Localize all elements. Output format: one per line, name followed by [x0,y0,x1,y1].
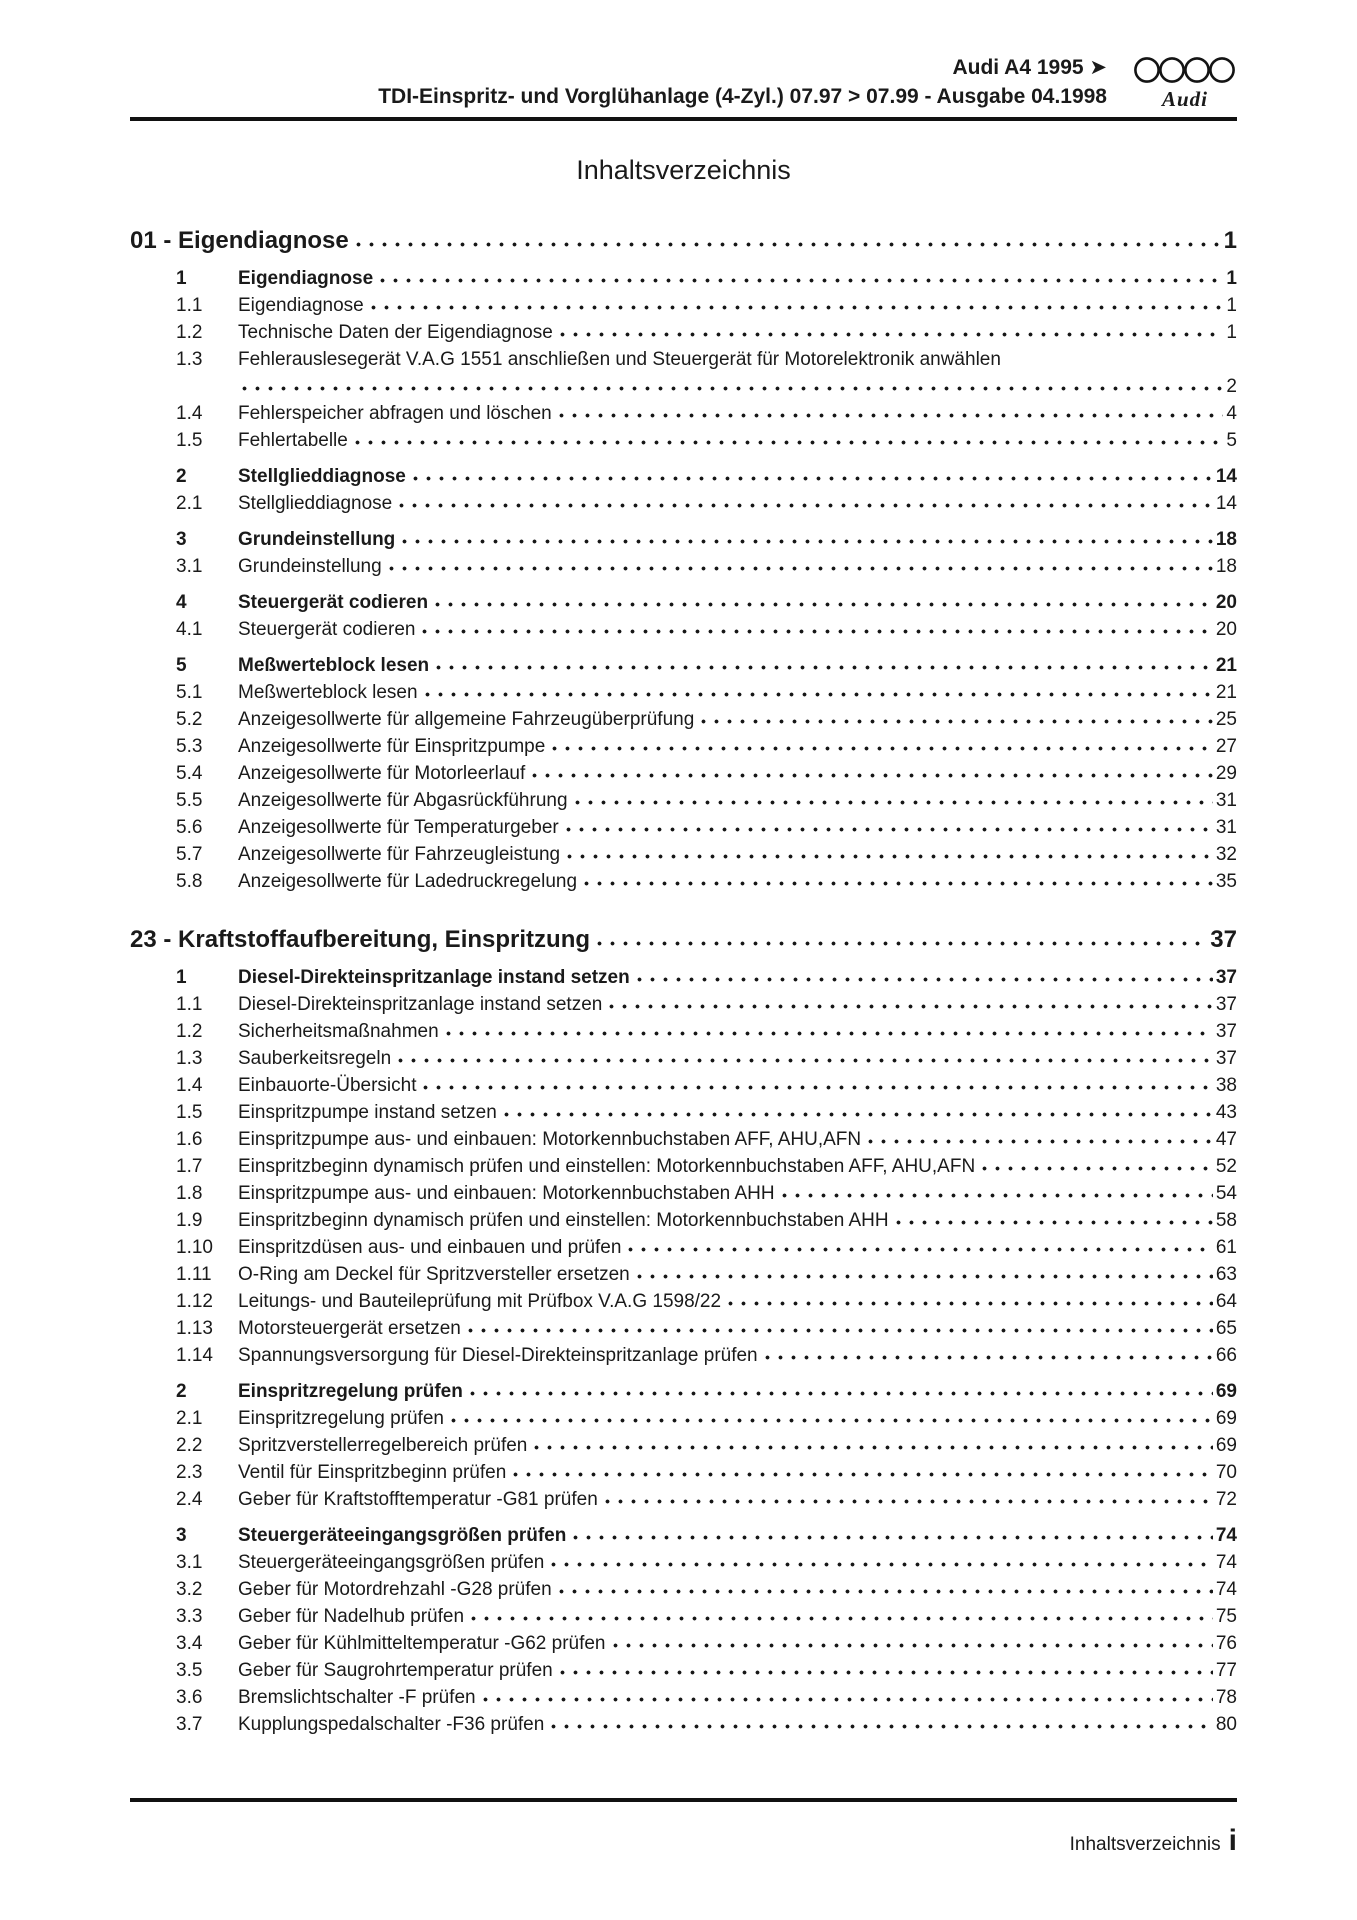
entry-title: Anzeigesollwerte für Ladedruckregelung [238,871,578,892]
header-model-line: Audi A4 1995 ➤ [952,56,1107,79]
entry-number: 1.3 [176,349,203,370]
entry-number: 4 [176,592,187,613]
entry-page: 32 [1215,844,1237,865]
entry-title: Bremslichtschalter -F prüfen [238,1687,476,1708]
leader-dots [500,1100,1213,1118]
entry-page: 64 [1215,1291,1237,1312]
toc-entry [130,733,1237,760]
entry-page: 25 [1215,709,1237,730]
entry-page: 69 [1215,1408,1237,1429]
entry-number: 1.2 [176,1021,203,1042]
entry-title: Anzeigesollwerte für Motorleerlauf [238,763,526,784]
leader-dots [562,815,1213,833]
toc-entry [130,1153,1237,1180]
chapter-label: 23 - Kraftstoffaufbereitung, Einspritzung [130,926,591,953]
toc-entry [130,679,1237,706]
entry-number: 1.10 [176,1237,213,1258]
entry-title: Stellglieddiagnose [238,493,393,514]
toc-entry [130,706,1237,733]
leader-dots [601,1487,1213,1505]
chapter-page: 1 [1223,227,1237,254]
toc-entry [130,1288,1237,1315]
entry-title: Einspritzdüsen aus- und einbauen und prüfen [238,1237,622,1258]
audi-wordmark: Audi [1161,87,1209,111]
footer-text [130,1824,1237,1858]
entry-title: Meßwerteblock lesen [238,682,418,703]
entry-title: Geber für Kraftstofftemperatur -G81 prüfen [238,1489,598,1510]
entry-page: 1 [1226,268,1237,289]
toc-entry [130,553,1237,580]
toc-chapter [130,226,1237,895]
toc-entry [130,1099,1237,1126]
entry-number: 3.7 [176,1714,203,1735]
entry-page: 37 [1215,1048,1237,1069]
entry-page: 74 [1215,1552,1237,1573]
entry-title: Anzeigesollwerte für Fahrzeugleistung [238,844,561,865]
toc-entry [130,964,1237,991]
leader-dots [548,734,1213,752]
entry-number: 3.1 [176,1552,203,1573]
toc-entry [130,760,1237,787]
entry-page: 61 [1215,1237,1237,1258]
entry-title: Einspritzregelung prüfen [238,1381,463,1402]
leader-dots [555,1577,1213,1595]
leader-dots [376,266,1223,284]
entry-title: Eigendiagnose [238,295,364,316]
leader-dots [479,1685,1213,1703]
toc-entry [130,1432,1237,1459]
leader-dots [385,554,1213,572]
entry-number: 1.8 [176,1183,203,1204]
entry-number: 5.5 [176,790,203,811]
entry-number: 5.8 [176,871,203,892]
entry-page: 72 [1215,1489,1237,1510]
entry-number: 2 [176,1381,187,1402]
entry-title: Technische Daten der Eigendiagnose [238,322,553,343]
toc-entry [130,841,1237,868]
entry-page: 47 [1215,1129,1237,1150]
entry-page: 21 [1215,655,1237,676]
toc-entry [130,490,1237,517]
entry-number: 3.2 [176,1579,203,1600]
entry-page: 2 [1226,376,1237,397]
page-header [130,52,1237,111]
entry-title: Fehlertabelle [238,430,348,451]
entry-page: 54 [1215,1183,1237,1204]
entry-page: 66 [1215,1345,1237,1366]
leader-dots [580,869,1213,887]
leader-dots [418,617,1212,635]
entry-page: 4 [1226,403,1237,424]
entry-title: Anzeigesollwerte für Abgasrückführung [238,790,568,811]
leader-dots [409,464,1213,482]
toc-entry [130,1576,1237,1603]
entry-page: 18 [1215,529,1237,550]
entry-title: Fehlerauslesegerät V.A.G 1551 anschließen und Steuergerät für Motorelektronik anwählen [238,349,1001,370]
entry-page: 31 [1215,790,1237,811]
entry-page: 74 [1215,1579,1237,1600]
entry-page: 37 [1215,967,1237,988]
entry-number: 1.4 [176,1075,203,1096]
entry-title: Einspritzpumpe instand setzen [238,1102,497,1123]
chapter-page: 37 [1210,926,1237,953]
toc-entry [130,1072,1237,1099]
toc-entry [130,1342,1237,1369]
leader-dots [778,1181,1213,1199]
entry-page: 75 [1215,1606,1237,1627]
toc-entry [130,616,1237,643]
entry-number: 3.4 [176,1633,203,1654]
leader-dots [593,927,1207,947]
leader-dots [394,1046,1213,1064]
entry-page: 29 [1215,763,1237,784]
entry-title: Einspritzbeginn dynamisch prüfen und einstellen: Motorkennbuchstaben AHH [238,1210,889,1231]
entry-number: 5 [176,655,187,676]
entry-number: 1.1 [176,994,203,1015]
leader-dots [464,1316,1213,1334]
entry-number: 4.1 [176,619,203,640]
entry-title: Geber für Motordrehzahl -G28 prüfen [238,1579,552,1600]
entry-number: 3 [176,1525,187,1546]
entry-number: 3.5 [176,1660,203,1681]
entry-title: Einspritzregelung prüfen [238,1408,444,1429]
chapter-entries [130,265,1237,895]
entry-title: Anzeigesollwerte für Temperaturgeber [238,817,559,838]
leader-dots [633,965,1213,983]
header-rule [130,117,1237,121]
leader-dots [697,707,1213,725]
chapter-label: 01 - Eigendiagnose [130,227,349,254]
leader-dots [978,1154,1213,1172]
entry-number: 1.2 [176,322,203,343]
entry-page: 18 [1215,556,1237,577]
leader-dots [431,590,1213,608]
entry-title: Diesel-Direkteinspritzanlage instand setzen [238,967,630,988]
leader-dots [556,320,1224,338]
leader-dots [864,1127,1213,1145]
footer-rule [130,1798,1237,1802]
entry-page: 14 [1215,493,1237,514]
chapter-heading [130,925,1237,955]
entry-title: Ventil für Einspritzbeginn prüfen [238,1462,507,1483]
entry-page: 80 [1215,1714,1237,1735]
leader-dots [605,992,1213,1010]
toc-entry [130,400,1237,427]
leader-dots [609,1631,1213,1649]
entry-title: Fehlerspeicher abfragen und löschen [238,403,552,424]
leader-dots [367,293,1224,311]
toc-entry [130,1207,1237,1234]
entry-title: Kupplungspedalschalter -F36 prüfen [238,1714,545,1735]
entry-title: Grundeinstellung [238,556,382,577]
toc-entry [130,319,1237,346]
page-title: Inhaltsverzeichnis [576,155,791,185]
toc-chapter [130,925,1237,1738]
entry-page: 1 [1226,322,1237,343]
leader-dots [571,788,1213,806]
entry-title: Einspritzpumpe aus- und einbauen: Motorkennbuchstaben AFF, AHU,AFN [238,1129,862,1150]
toc-entry [130,1657,1237,1684]
leader-dots [761,1343,1213,1361]
entry-page: 37 [1215,1021,1237,1042]
entry-number: 5.1 [176,682,203,703]
toc-entry [130,1261,1237,1288]
entry-page: 52 [1215,1156,1237,1177]
entry-number: 5.6 [176,817,203,838]
entry-number: 2 [176,466,187,487]
entry-title: Sauberkeitsregeln [238,1048,392,1069]
toc-entry [130,1486,1237,1513]
entry-number: 3 [176,529,187,550]
entry-title: Einbauorte-Übersicht [238,1075,417,1096]
toc-entry [130,1405,1237,1432]
entry-number: 1 [176,268,187,289]
leader-dots [563,842,1213,860]
leader-dots [509,1460,1213,1478]
entry-title: Grundeinstellung [238,529,396,550]
leader-dots [351,428,1224,446]
entry-number: 1.14 [176,1345,213,1366]
entry-number: 5.2 [176,709,203,730]
entry-page: 70 [1215,1462,1237,1483]
header-doc-line: TDI-Einspritz- und Vorglühanlage (4-Zyl.) 07.97 > 07.99 - Ausgabe 04.1998 [378,85,1107,108]
toc-entry [130,1630,1237,1657]
leader-dots [352,228,1221,248]
leader-dots [724,1289,1213,1307]
entry-number: 1.5 [176,430,203,451]
entry-title: Motorsteuergerät ersetzen [238,1318,461,1339]
entry-number: 5.4 [176,763,203,784]
entry-page: 76 [1215,1633,1237,1654]
toc-entry [130,1711,1237,1738]
leader-dots [530,1433,1212,1451]
entry-title: Steuergeräteeingangsgrößen prüfen [238,1525,567,1546]
toc-entry [130,1180,1237,1207]
toc-entry [130,427,1237,454]
leader-dots [466,1379,1213,1397]
leader-dots [432,653,1213,671]
page-footer [130,1798,1237,1858]
toc-entry [130,1684,1237,1711]
entry-number: 1.13 [176,1318,213,1339]
toc-entry [130,1522,1237,1549]
entry-page: 27 [1215,736,1237,757]
entry-number: 3.6 [176,1687,203,1708]
entry-title: Diesel-Direkteinspritzanlage instand setzen [238,994,603,1015]
entry-title: Anzeigesollwerte für allgemeine Fahrzeugüberprüfung [238,709,695,730]
footer-label: Inhaltsverzeichnis [1069,1834,1221,1855]
entry-page: 63 [1215,1264,1237,1285]
entry-number: 1.5 [176,1102,203,1123]
leader-dots [421,680,1213,698]
entry-title: Leitungs- und Bauteileprüfung mit Prüfbox V.A.G 1598/22 [238,1291,722,1312]
entry-title: Eigendiagnose [238,268,374,289]
toc-entry [130,1234,1237,1261]
entry-number: 5.3 [176,736,203,757]
entry-page: 35 [1215,871,1237,892]
entry-page: 31 [1215,817,1237,838]
toc-entry [130,346,1237,400]
entry-title: Geber für Nadelhub prüfen [238,1606,465,1627]
toc-entry [130,1459,1237,1486]
leader-dots [547,1550,1213,1568]
entry-page: 74 [1215,1525,1237,1546]
entry-title: Steuergerät codieren [238,619,416,640]
entry-number: 1.12 [176,1291,213,1312]
toc-entry [130,1018,1237,1045]
leader-dots [419,1073,1212,1091]
toc-entry [130,265,1237,292]
entry-number: 1.3 [176,1048,203,1069]
toc-entry [130,589,1237,616]
entry-number: 5.7 [176,844,203,865]
toc-entry [130,1126,1237,1153]
toc-entry [130,526,1237,553]
chapter-entries [130,964,1237,1738]
toc-entry [130,868,1237,895]
toc-entry [130,814,1237,841]
leader-dots [569,1523,1213,1541]
entry-page: 77 [1215,1660,1237,1681]
entry-page: 38 [1215,1075,1237,1096]
entry-page: 20 [1215,619,1237,640]
entry-title: Geber für Kühlmitteltemperatur -G62 prüfen [238,1633,606,1654]
toc-entry [130,1045,1237,1072]
entry-page: 14 [1215,466,1237,487]
toc-entry [130,1549,1237,1576]
entry-title: Meßwerteblock lesen [238,655,430,676]
leader-dots [556,1658,1213,1676]
entry-number: 1.7 [176,1156,203,1177]
entry-title: Spannungsversorgung für Diesel-Direkteinspritzanlage prüfen [238,1345,758,1366]
entry-page: 21 [1215,682,1237,703]
leader-dots [447,1406,1213,1424]
leader-dots [467,1604,1213,1622]
toc-entry [130,1378,1237,1405]
toc-entry [130,1603,1237,1630]
entry-title: Einspritzpumpe aus- und einbauen: Motorkennbuchstaben AHH [238,1183,775,1204]
entry-page: 78 [1215,1687,1237,1708]
entry-number: 1.9 [176,1210,203,1231]
entry-page: 69 [1215,1435,1237,1456]
entry-number: 1.4 [176,403,203,424]
entry-number: 1.1 [176,295,203,316]
header-text-block [378,53,1107,111]
entry-title: Spritzverstellerregelbereich prüfen [238,1435,528,1456]
entry-page: 58 [1215,1210,1237,1231]
leader-dots [624,1235,1212,1253]
entry-number: 3.3 [176,1606,203,1627]
footer-page-number: i [1228,1824,1237,1857]
leader-dots [528,761,1213,779]
audi-logo [1133,52,1237,111]
leader-dots [238,374,1223,392]
entry-title: Geber für Saugrohrtemperatur prüfen [238,1660,553,1681]
leader-dots [633,1262,1213,1280]
entry-number: 3.1 [176,556,203,577]
leader-dots [555,401,1224,419]
entry-page: 69 [1215,1381,1237,1402]
entry-title: Sicherheitsmaßnahmen [238,1021,439,1042]
entry-number: 2.1 [176,493,203,514]
entry-title: Einspritzbeginn dynamisch prüfen und einstellen: Motorkennbuchstaben AFF, AHU,AFN [238,1156,976,1177]
entry-number: 1 [176,967,187,988]
audi-rings-icon [1133,52,1237,88]
entry-number: 2.4 [176,1489,203,1510]
entry-number: 2.2 [176,1435,203,1456]
entry-page: 1 [1226,295,1237,316]
leader-dots [547,1712,1213,1730]
entry-number: 2.1 [176,1408,203,1429]
entry-title: O-Ring am Deckel für Spritzversteller ersetzen [238,1264,630,1285]
toc-entry [130,292,1237,319]
toc-entry [130,463,1237,490]
toc-entry [130,1315,1237,1342]
leader-dots [398,527,1213,545]
toc-entry [130,787,1237,814]
toc-entry [130,991,1237,1018]
entry-number: 1.11 [176,1264,212,1285]
entry-page: 43 [1215,1102,1237,1123]
entry-page: 20 [1215,592,1237,613]
toc [130,226,1237,1738]
leader-dots [892,1208,1213,1226]
entry-page: 65 [1215,1318,1237,1339]
entry-title: Steuergeräteeingangsgrößen prüfen [238,1552,545,1573]
entry-page: 37 [1215,994,1237,1015]
entry-title: Anzeigesollwerte für Einspritzpumpe [238,736,546,757]
entry-title: Steuergerät codieren [238,592,429,613]
leader-dots [442,1019,1213,1037]
entry-number: 2.3 [176,1462,203,1483]
entry-number: 1.6 [176,1129,203,1150]
chapter-heading [130,226,1237,256]
toc-entry [130,652,1237,679]
leader-dots [395,491,1213,509]
entry-title: Stellglieddiagnose [238,466,406,487]
entry-page: 5 [1226,430,1237,451]
